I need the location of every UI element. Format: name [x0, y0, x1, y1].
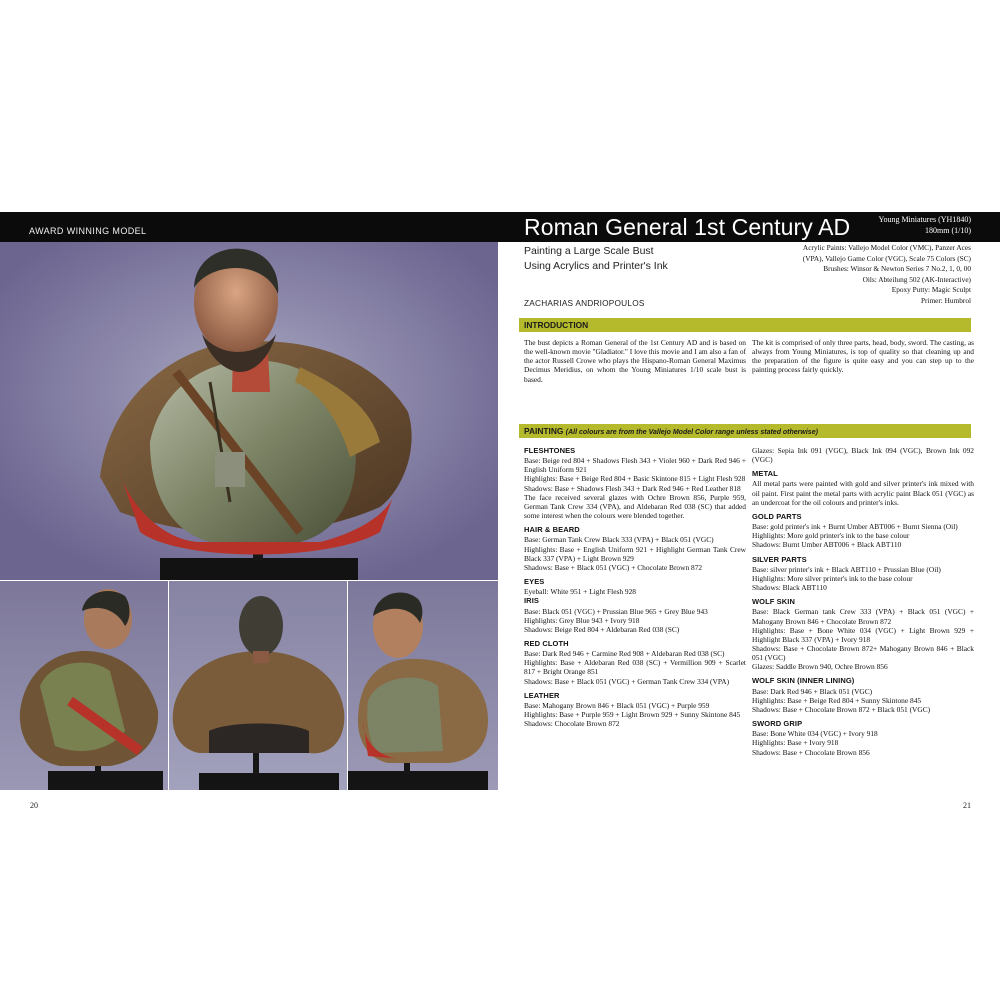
- recipe-heading: RED CLOTH: [524, 638, 569, 648]
- recipe-heading: WOLF SKIN (INNER LINING): [752, 676, 855, 686]
- recipe-fleshtones: [524, 446, 746, 520]
- credit-line: Epoxy Putty: Magic Sculpt: [891, 285, 971, 295]
- recipe-heading: LEATHER: [524, 690, 560, 700]
- recipe-line: Glazes: Sepia Ink 091 (VGC), Black Ink 094 (VGC), Brown Ink 092 (VGC): [752, 446, 974, 465]
- bust-front-photo: [0, 242, 498, 580]
- painting-heading-label: PAINTING: [524, 426, 564, 436]
- recipe-line: Shadows: Chocolate Brown 872: [524, 719, 620, 729]
- recipe-line: Highlights: Base + English Uniform 921 + Highlight German Tank Crew Black 337 (VPA) + Light Brown 929: [524, 544, 746, 563]
- credit-line: Brushes: Winsor & Newton Series 7 No.2, 1, 0, 00: [823, 264, 971, 274]
- author-byline: ZACHARIAS ANDRIOPOULOS: [524, 298, 645, 308]
- introduction-column-right: [752, 338, 974, 375]
- recipe-heading: FLESHTONES: [524, 446, 576, 455]
- recipe-line: Shadows: Beige Red 804 + Aldebaran Red 038 (SC): [524, 624, 680, 634]
- recipe-line: Base: Dark Red 946 + Carmine Red 908 + Aldebaran Red 038 (SC): [524, 649, 725, 659]
- recipe-line: All metal parts were painted with gold and silver printer's ink mixed with oil paint. First paint the metal parts with acrylic paint Black 051 (VGC) as an undercoat for the oil colours and printer's inks.: [752, 479, 974, 507]
- recipe-line: Highlights: Base + Beige Red 804 + Basic Skintone 815 + Light Flesh 928: [524, 474, 746, 484]
- recipe-line: Base: Beige red 804 + Shadows Flesh 343 + Violet 960 + Dark Red 946 + English Uniform 921: [524, 456, 746, 475]
- recipe-line: The face received several glazes with Ochre Brown 856, Purple 959, German Tank Crew 334 (VPA), and Aldebaran Red 038 (SC) that added some interest when the colours were blended together.: [524, 492, 746, 521]
- recipe-line: Base: gold printer's ink + Burnt Umber ABT006 + Burnt Sienna (Oil): [752, 522, 958, 532]
- recipe-line: Highlights: Base + Bone White 034 (VGC) + Light Brown 929 + Highlight Black 337 (VPA) + Ivory 918: [752, 625, 974, 644]
- section-tag: AWARD WINNING MODEL: [29, 226, 147, 236]
- article-title: Roman General 1st Century AD: [524, 214, 851, 240]
- recipe-leather: [524, 691, 746, 729]
- recipe-heading: HAIR & BEARD: [524, 525, 580, 535]
- recipe-line: Base: Bone White 034 (VGC) + Ivory 918: [752, 729, 878, 739]
- recipe-line: Shadows: Base + Black 051 (VGC) + German Tank Crew 334 (VPA): [524, 676, 730, 686]
- introduction-heading-band: [519, 318, 971, 332]
- recipe-line: Base: Black 051 (VGC) + Prussian Blue 965 + Grey Blue 943: [524, 606, 708, 616]
- recipe-red-cloth: [524, 639, 746, 686]
- recipe-heading: SILVER PARTS: [752, 554, 807, 564]
- recipe-line: Glazes: Saddle Brown 940, Ochre Brown 856: [752, 662, 888, 672]
- recipe-glazes: [752, 446, 974, 464]
- recipe-line: Highlights: Base + Purple 959 + Light Brown 929 + Sunny Skintone 845: [524, 710, 741, 720]
- credit-line: Primer: Humbrol: [920, 295, 971, 305]
- recipe-line: Highlights: Base + Ivory 918: [752, 738, 839, 748]
- painting-column-left: [524, 446, 746, 733]
- page-number-right: 21: [963, 801, 971, 810]
- recipe-line: Highlights: Grey Blue 943 + Ivory 918: [524, 615, 640, 625]
- credit-line: Acrylic Paints: Vallejo Model Color (VMC), Panzer Aces: [802, 243, 971, 252]
- painting-heading: [524, 426, 818, 436]
- recipe-line: Base: German Tank Crew Black 333 (VPA) + Black 051 (VGC): [524, 535, 714, 545]
- recipe-heading: METAL: [752, 469, 778, 479]
- recipe-line: Shadows: Base + Chocolate Brown 856: [752, 747, 870, 757]
- recipe-heading: EYES: [524, 577, 545, 587]
- recipe-line: Eyeball: White 951 + Light Flesh 928: [524, 587, 637, 597]
- recipe-heading: WOLF SKIN: [752, 597, 795, 607]
- bust-left-side-photo: [0, 581, 168, 790]
- recipe-gold-parts: [752, 512, 974, 550]
- intro-paragraph: The kit is comprised of only three parts, head, body, sword. The casting, as always from Young Miniatures, is top of quality so that cleaning up and the preparation of the figure is quite easy and you can step up to the painting process fairly quickly.: [752, 338, 974, 375]
- recipe-line: Base: silver printer's ink + Black ABT110 + Prussian Blue (Oil): [752, 564, 941, 574]
- credit-line: Oils: Abteilung 502 (AK-Interactive): [862, 274, 971, 284]
- painting-column-right: [752, 446, 974, 762]
- recipe-line: Shadows: Base + Chocolate Brown 872+ Mahogany Brown 846 + Black 051 (VGC): [752, 643, 974, 663]
- intro-paragraph: The bust depicts a Roman General of the 1st Century AD and is based on the well-known movie "Gladiator." I love this movie and I am also a fan of the actor Russell Crowe who plays the Hispano-Roman General Maximus Decimus Meridius, on whom the Young Miniatures 1/10 scale bust is based.: [524, 338, 746, 384]
- credit-line: (VPA), Vallejo Game Color (VGC), Scale 75 Colors (SC): [802, 253, 971, 263]
- painting-heading-band: [519, 424, 971, 438]
- article-subtitle: [524, 244, 668, 274]
- subtitle-line: Using Acrylics and Printer's Ink: [524, 260, 668, 272]
- recipe-line: Shadows: Black ABT110: [752, 583, 827, 593]
- recipe-sword-grip: [752, 719, 974, 757]
- recipe-eyes: [524, 577, 746, 634]
- recipe-line: Shadows: Base + Black 051 (VGC) + Chocolate Brown 872: [524, 562, 703, 572]
- recipe-metal: [752, 469, 974, 507]
- page-number-left: 20: [30, 801, 38, 810]
- recipe-silver-parts: [752, 555, 974, 593]
- recipe-line: Base: Mahogany Brown 846 + Black 051 (VGC) + Purple 959: [524, 700, 710, 710]
- bust-right-side-photo: [348, 581, 498, 790]
- recipe-line: Shadows: Base + Chocolate Brown 872 + Black 051 (VGC): [752, 704, 931, 714]
- recipe-heading: SWORD GRIP: [752, 719, 803, 729]
- recipe-wolf-skin: [752, 597, 974, 671]
- kit-name: Young Miniatures (YH1840): [878, 215, 971, 224]
- subtitle-line: Painting a Large Scale Bust: [524, 245, 654, 257]
- materials-credits: [691, 243, 971, 307]
- recipe-wolf-skin-inner-lining: [752, 676, 974, 714]
- recipe-line: Base: Black German tank Crew 333 (VPA) + Black 051 (VGC) + Mahogany Brown 846 + Chocolate Brown 872: [752, 607, 974, 626]
- kit-scale: 180mm (1/10): [925, 226, 971, 235]
- recipe-line: Highlights: More gold printer's ink to the base colour: [752, 531, 910, 541]
- recipe-line: Highlights: Base + Beige Red 804 + Sunny Skintone 845: [752, 695, 922, 705]
- recipe-line: Shadows: Burnt Umber ABT006 + Black ABT110: [752, 540, 902, 550]
- recipe-line: Shadows: Base + Shadows Flesh 343 + Dark Red 946 + Red Leather 818: [524, 483, 741, 493]
- bust-back-photo: [169, 581, 347, 790]
- recipe-line: Highlights: Base + Aldebaran Red 038 (SC) + Vermillion 909 + Scarlet 817 + Bright Orange 851: [524, 658, 746, 677]
- introduction-column-left: [524, 338, 746, 384]
- recipe-line: Highlights: More silver printer's ink to the base colour: [752, 573, 913, 583]
- recipe-line: Base: Dark Red 946 + Black 051 (VGC): [752, 686, 873, 696]
- recipe-hair-beard: [524, 525, 746, 572]
- recipe-subheading: IRIS: [524, 596, 539, 606]
- introduction-heading: INTRODUCTION: [524, 320, 589, 330]
- painting-note: (All colours are from the Vallejo Model Color range unless stated otherwise): [565, 429, 818, 436]
- recipe-heading: GOLD PARTS: [752, 511, 802, 521]
